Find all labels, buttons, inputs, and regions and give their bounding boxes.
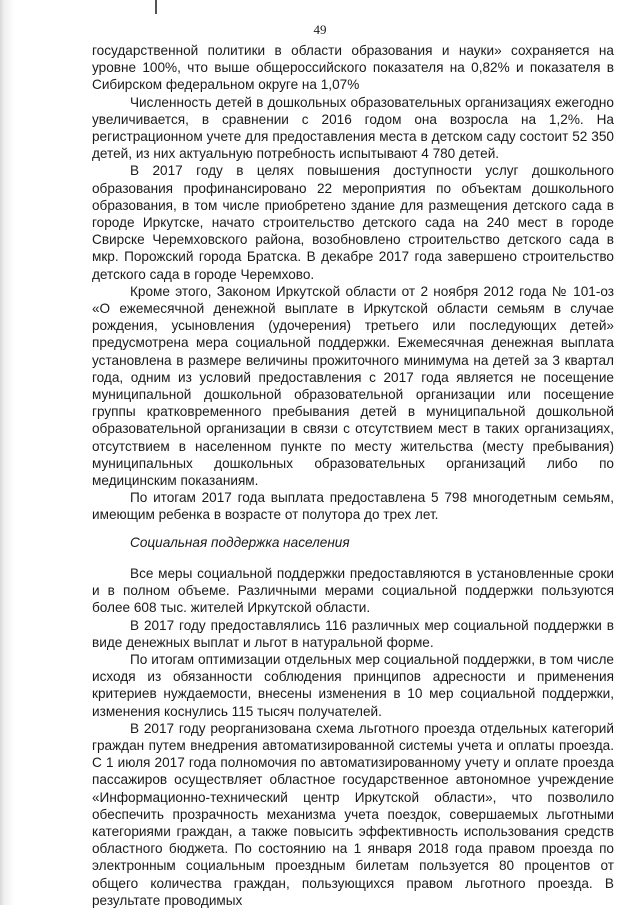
page-number: 49 — [313, 22, 327, 37]
document-body — [92, 42, 614, 909]
paragraph-support-optimization: По итогам оптимизации отдельных мер социальной поддержки, в том числе исходя из обязанности соблюдения принципов адресности и применения критериев нуждаемости, внесены изменения в 10 мер социальной поддержки, изменения коснулись 115 тысяч получателей. — [92, 651, 614, 719]
scan-mark — [155, 0, 157, 14]
paragraph-support-types: В 2017 году предоставлялись 116 различных мер социальной поддержки в виде денежных выплат и льгот в натуральной форме. — [92, 617, 614, 650]
paragraph-monthly-payment: Кроме этого, Законом Иркутской области от 2 ноября 2012 года № 101-оз «О ежемесячной денежной выплате в Иркутской области семьям в случае рождения, усыновления (удочерения) третьего или последующих детей» предусмотрена мера социальной поддержки. Ежемесячная денежная выплата установлена в размере величины прожиточного минимума на детей за 3 квартал года, одним из условий предоставления с 2017 года является не посещение муниципальной дошкольной образовательной организации или посещение группы кратковременного пребывания детей в муниципальной дошкольной образовательной организации в связи с отсутствием мест в таких организациях, отсутствием в населенном пункте по месту жительства (месту пребывания) муниципальных дошкольных образовательных организаций либо по медицинским показаниям. — [92, 283, 614, 489]
paragraph-preschool-construction: В 2017 году в целях повышения доступности услуг дошкольного образования профинансировано 22 мероприятия по объектам дошкольного образования, в том числе приобретено здание для размещения детского сада в городе Иркутске, начато строительство детского сада на 240 мест в городе Свирске Черемховского района, возобновлено строительство детского сада в мкр. Порожский города Братска. В декабре 2017 года завершено строительство детского сада в городе Черемхово. — [92, 163, 614, 282]
paragraph-transport-reform: В 2017 году реорганизована схема льготного проезда отдельных категорий граждан путем внедрения автоматизированной системы учета и оплаты проезда. С 1 июля 2017 года полномочия по автоматизированному учету и оплате проезда пассажиров осуществляет областное государственное автономное учреждение «Информационно-технический центр Иркутской области», что позволило обеспечить прозрачность механизма учета поездок, совершаемых льготными категориями граждан, а также повысить эффективность использования средств областного бюджета. По состоянию на 1 января 2018 года правом проезда по электронным социальным проездным билетам пользуется 80 процентов от общего количества граждан, пользующихся правом льготного проезда. В результате проводимых — [92, 720, 614, 908]
paragraph-preschool-count: Численность детей в дошкольных образовательных организациях ежегодно увеличивается, в сравнении с 2016 годом она возросла на 1,2%. На регистрационном учете для предоставления места в детском саду состоит 52 350 детей, из них актуальную потребность испытывают 4 780 детей. — [92, 94, 614, 162]
paragraph-continuation: государственной политики в области образования и науки» сохраняется на уровне 100%, что выше общероссийского показателя на 0,82% и показателя в Сибирском федеральном округе на 1,07% — [92, 43, 614, 93]
paragraph-support-overview: Все меры социальной поддержки предоставляются в установленные сроки и в полном объеме. Различными мерами социальной поддержки пользуются более 608 тыс. жителей Иркутской области. — [92, 565, 614, 616]
scan-shadow-edge — [0, 0, 14, 905]
paragraph-payment-results: По итогам 2017 года выплата предоставлена 5 798 многодетным семьям, имеющим ребенка в возрасте от полутора до трех лет. — [92, 490, 614, 523]
section-heading: Социальная поддержка населения — [130, 534, 350, 550]
